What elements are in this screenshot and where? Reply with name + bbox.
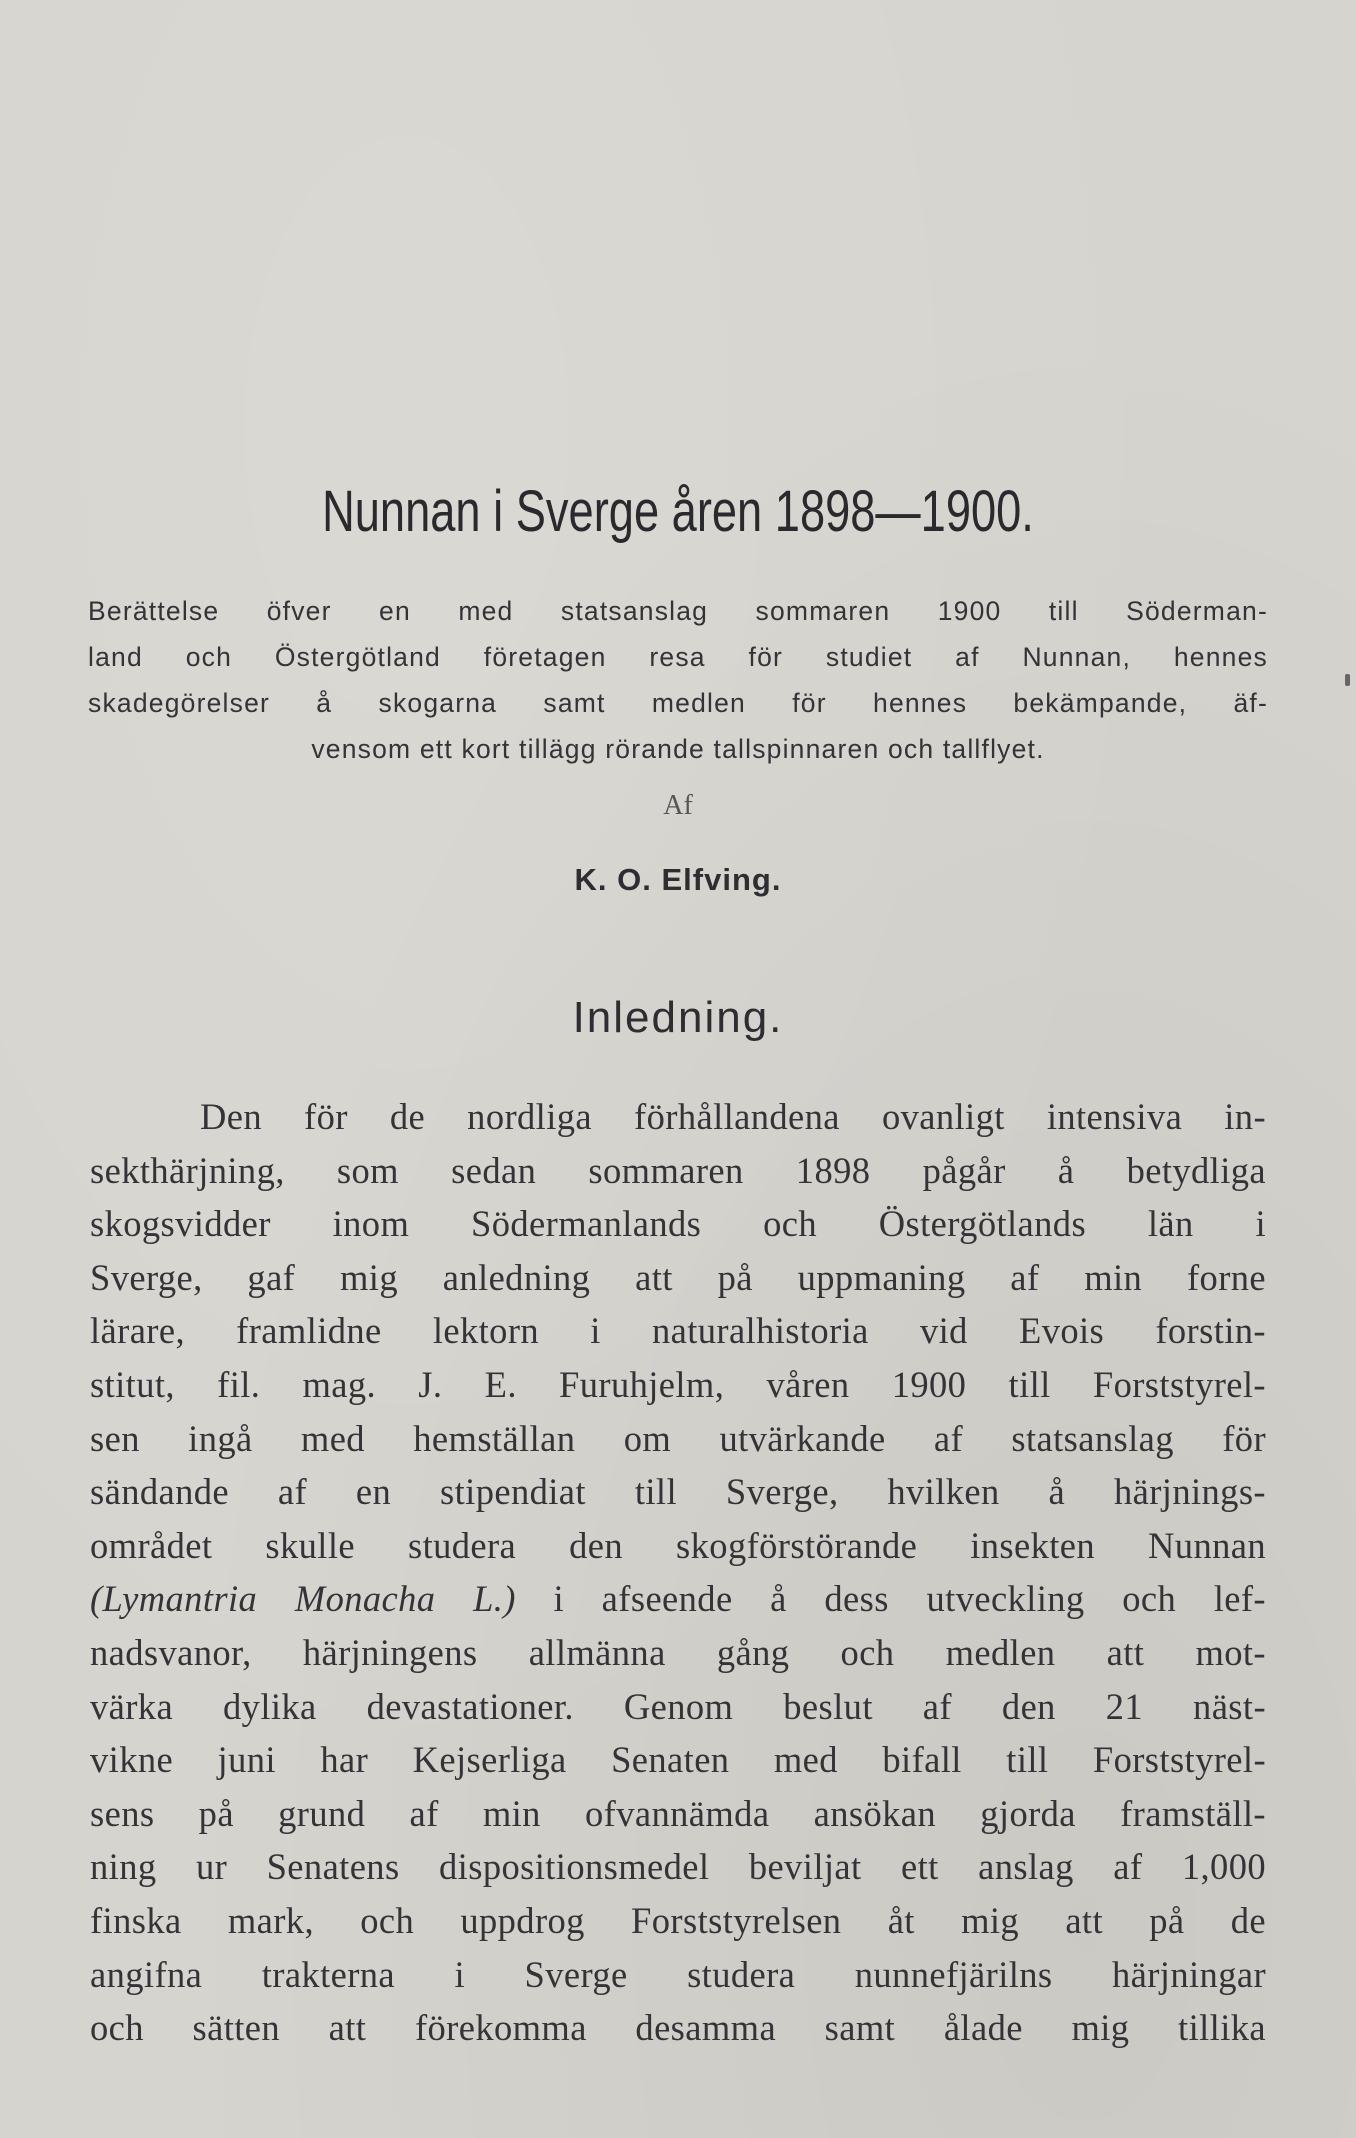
- body-line: sens på grund af min ofvannämda ansökan gjorda framställ-: [90, 1792, 1266, 1834]
- body-line: stitut, fil. mag. J. E. Furuhjelm, våren 1900 till Forststyrel-: [90, 1363, 1266, 1405]
- species-name: (Lymantria Monacha L.): [90, 1578, 516, 1620]
- body-paragraph: [90, 1090, 1266, 2055]
- paper-speck: [1345, 674, 1350, 686]
- body-line: sekthärjning, som sedan sommaren 1898 pågår å betydliga: [90, 1149, 1266, 1191]
- body-line: Sverge, gaf mig anledning att på uppmaning af min forne: [90, 1256, 1266, 1298]
- subtitle-line: skadegörelser å skogarna samt medlen för hennes bekämpande, äf-: [88, 688, 1268, 718]
- author-name: K. O. Elfving.: [574, 862, 782, 897]
- body-line: och sätten att förekomma desamma samt ålade mig tillika: [90, 2007, 1266, 2049]
- body-line: sändande af en stipendiat till Sverge, hvilken å härjnings-: [90, 1471, 1266, 1513]
- subtitle-line: vensom ett kort tillägg rörande tallspinnaren och tallflyet.: [311, 734, 1045, 764]
- subtitle-line: land och Östergötland företagen resa för studiet af Nunnan, hennes: [88, 642, 1268, 672]
- body-line: (Lymantria Monacha L.) i afseende å dess utveckling och lef-: [90, 1578, 1266, 1620]
- body-line: sen ingå med hemställan om utvärkande af statsanslag för: [90, 1417, 1266, 1459]
- body-line: lärare, framlidne lektorn i naturalhistoria vid Evois forstin-: [90, 1310, 1266, 1352]
- section-heading: Inledning.: [572, 993, 784, 1042]
- body-line: ning ur Senatens dispositionsmedel beviljat ett anslag af 1,000: [90, 1846, 1266, 1888]
- body-line: vikne juni har Kejserliga Senaten med bifall till Forststyrel-: [90, 1739, 1266, 1781]
- body-line: Den för de nordliga förhållandena ovanligt intensiva in-: [200, 1096, 1266, 1137]
- body-line: skogsvidder inom Södermanlands och Östergötlands län i: [90, 1203, 1266, 1245]
- body-line: angifna trakterna i Sverge studera nunnefjärilns härjningar: [90, 1953, 1266, 1995]
- body-line: området skulle studera den skogförstörande insekten Nunnan: [90, 1524, 1266, 1566]
- body-line: värka dylika devastationer. Genom beslut af den 21 näst-: [90, 1685, 1266, 1727]
- document-subtitle: [88, 588, 1268, 772]
- body-line: nadsvanor, härjningens allmänna gång och medlen att mot-: [90, 1631, 1266, 1673]
- document-title: Nunnan i Sverge åren 1898—1900.: [322, 479, 1034, 544]
- body-line: finska mark, och uppdrog Forststyrelsen åt mig att på de: [90, 1899, 1266, 1941]
- byline-prefix: Af: [663, 790, 693, 821]
- subtitle-line: Berättelse öfver en med statsanslag sommaren 1900 till Söderman-: [88, 596, 1268, 626]
